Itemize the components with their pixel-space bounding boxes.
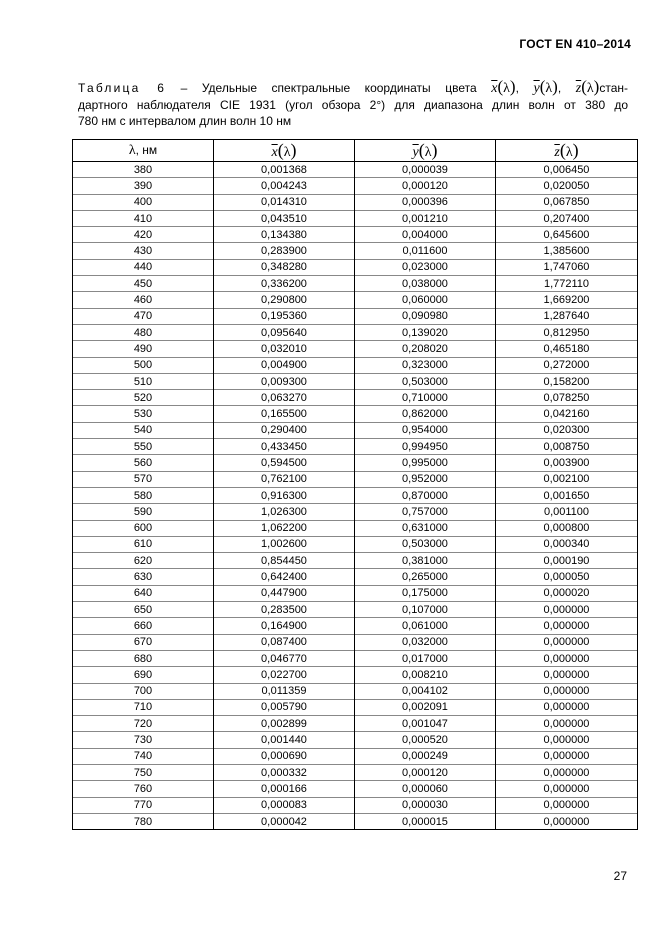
cell-z-bar: 0,000000	[496, 732, 638, 748]
cell-wavelength: 650	[73, 602, 214, 618]
header-z-bar: $\overline{z}(\lambda)$	[496, 140, 638, 162]
cell-wavelength: 500	[73, 357, 214, 373]
table-row	[73, 243, 638, 259]
cell-y-bar: 0,060000	[355, 292, 496, 308]
table-row	[73, 406, 638, 422]
cell-z-bar: 0,000000	[496, 618, 638, 634]
cell-z-bar: 0,000000	[496, 602, 638, 618]
cell-y-bar: 0,107000	[355, 602, 496, 618]
cell-z-bar: 0,000000	[496, 813, 638, 829]
cell-x-bar: 0,046770	[214, 650, 355, 666]
cell-z-bar: 0,001100	[496, 504, 638, 520]
table-row	[73, 162, 638, 178]
table-row	[73, 520, 638, 536]
cell-z-bar: 0,003900	[496, 455, 638, 471]
cell-wavelength: 660	[73, 618, 214, 634]
cell-wavelength: 750	[73, 764, 214, 780]
cell-x-bar: 0,001368	[214, 162, 355, 178]
cell-z-bar: 1,772110	[496, 276, 638, 292]
table-body	[73, 162, 638, 830]
cell-z-bar: 0,001650	[496, 487, 638, 503]
cell-y-bar: 0,001047	[355, 716, 496, 732]
cell-wavelength: 770	[73, 797, 214, 813]
cell-wavelength: 410	[73, 210, 214, 226]
cell-wavelength: 490	[73, 341, 214, 357]
cell-wavelength: 730	[73, 732, 214, 748]
cell-x-bar: 0,087400	[214, 634, 355, 650]
cell-x-bar: 0,063270	[214, 390, 355, 406]
cell-wavelength: 530	[73, 406, 214, 422]
cell-wavelength: 610	[73, 536, 214, 552]
cell-z-bar: 0,465180	[496, 341, 638, 357]
table-row	[73, 553, 638, 569]
cell-wavelength: 400	[73, 194, 214, 210]
cell-y-bar: 0,995000	[355, 455, 496, 471]
cell-z-bar: 0,000000	[496, 634, 638, 650]
caption-line-2: дартного наблюдателя CIE 1931 (угол обзора 2°) для диапазона длин волн от 380 до	[78, 98, 628, 112]
table-caption	[78, 79, 628, 129]
cell-x-bar: 0,642400	[214, 569, 355, 585]
cell-z-bar: 1,385600	[496, 243, 638, 259]
cell-x-bar: 0,283500	[214, 602, 355, 618]
cell-y-bar: 0,175000	[355, 585, 496, 601]
cell-z-bar: 0,000000	[496, 764, 638, 780]
cell-x-bar: 0,134380	[214, 227, 355, 243]
cell-x-bar: 0,336200	[214, 276, 355, 292]
cell-z-bar: 0,042160	[496, 406, 638, 422]
cell-y-bar: 0,710000	[355, 390, 496, 406]
cell-y-bar: 0,631000	[355, 520, 496, 536]
cell-wavelength: 430	[73, 243, 214, 259]
cell-z-bar: 1,747060	[496, 259, 638, 275]
cell-z-bar: 0,006450	[496, 162, 638, 178]
cell-wavelength: 600	[73, 520, 214, 536]
cell-wavelength: 560	[73, 455, 214, 471]
cell-wavelength: 640	[73, 585, 214, 601]
cell-wavelength: 480	[73, 324, 214, 340]
cell-x-bar: 0,000690	[214, 748, 355, 764]
cell-wavelength: 740	[73, 748, 214, 764]
table-row	[73, 178, 638, 194]
cell-x-bar: 0,004900	[214, 357, 355, 373]
table-row	[73, 667, 638, 683]
cell-y-bar: 0,994950	[355, 439, 496, 455]
cell-y-bar: 0,004000	[355, 227, 496, 243]
cell-y-bar: 0,139020	[355, 324, 496, 340]
cell-z-bar: 0,000000	[496, 650, 638, 666]
cell-y-bar: 0,023000	[355, 259, 496, 275]
cell-wavelength: 680	[73, 650, 214, 666]
cell-y-bar: 0,004102	[355, 683, 496, 699]
cell-x-bar: 0,095640	[214, 324, 355, 340]
cell-y-bar: 0,000015	[355, 813, 496, 829]
cell-wavelength: 540	[73, 422, 214, 438]
cell-x-bar: 0,000042	[214, 813, 355, 829]
cell-x-bar: 0,032010	[214, 341, 355, 357]
document-code: ГОСТ EN 410–2014	[519, 37, 631, 51]
cell-z-bar: 0,000000	[496, 667, 638, 683]
cell-y-bar: 0,000120	[355, 764, 496, 780]
cell-y-bar: 0,381000	[355, 553, 496, 569]
cell-x-bar: 0,165500	[214, 406, 355, 422]
cell-wavelength: 700	[73, 683, 214, 699]
cell-wavelength: 710	[73, 699, 214, 715]
table-row	[73, 324, 638, 340]
cell-wavelength: 780	[73, 813, 214, 829]
x-bar-lambda-symbol: $\overline{x}(\lambda)$	[491, 77, 516, 96]
cell-z-bar: 0,645600	[496, 227, 638, 243]
table-row	[73, 585, 638, 601]
table-row	[73, 536, 638, 552]
cell-x-bar: 0,043510	[214, 210, 355, 226]
cell-y-bar: 0,001210	[355, 210, 496, 226]
cell-wavelength: 450	[73, 276, 214, 292]
spectral-table	[72, 139, 638, 830]
caption-line-3: 780 нм с интервалом длин волн 10 нм	[78, 114, 292, 128]
table-row	[73, 373, 638, 389]
caption-tail: стан-	[599, 81, 629, 95]
cell-x-bar: 0,594500	[214, 455, 355, 471]
header-x-bar: $\overline{x}(\lambda)$	[214, 140, 355, 162]
cell-x-bar: 0,854450	[214, 553, 355, 569]
cell-wavelength: 570	[73, 471, 214, 487]
cell-z-bar: 0,000340	[496, 536, 638, 552]
table-row	[73, 716, 638, 732]
cell-y-bar: 0,090980	[355, 308, 496, 324]
cell-y-bar: 0,503000	[355, 373, 496, 389]
table-number: Таблица 6	[78, 81, 167, 95]
cell-y-bar: 0,008210	[355, 667, 496, 683]
table-row	[73, 487, 638, 503]
cell-x-bar: 1,062200	[214, 520, 355, 536]
cell-x-bar: 0,433450	[214, 439, 355, 455]
cell-x-bar: 0,004243	[214, 178, 355, 194]
cell-y-bar: 0,017000	[355, 650, 496, 666]
table-row	[73, 194, 638, 210]
cell-y-bar: 0,002091	[355, 699, 496, 715]
cell-wavelength: 550	[73, 439, 214, 455]
cell-x-bar: 0,195360	[214, 308, 355, 324]
table-row	[73, 781, 638, 797]
cell-z-bar: 0,002100	[496, 471, 638, 487]
cell-wavelength: 720	[73, 716, 214, 732]
table-row	[73, 422, 638, 438]
caption-line-1: Таблица 6 – Удельные спектральные координаты цвета $\overline{x}(\lambda)$, $\overline{y}(\lambda)$, $\overline{z}(\lambda)стан-$	[78, 77, 629, 96]
cell-z-bar: 1,287640	[496, 308, 638, 324]
table-row	[73, 602, 638, 618]
page-number: 27	[613, 869, 627, 883]
table-row	[73, 390, 638, 406]
z-bar-lambda-symbol: $\overline{z}(\lambda)$	[575, 77, 600, 96]
table-row	[73, 292, 638, 308]
cell-y-bar: 0,011600	[355, 243, 496, 259]
cell-y-bar: 0,870000	[355, 487, 496, 503]
cell-x-bar: 0,009300	[214, 373, 355, 389]
cell-y-bar: 0,208020	[355, 341, 496, 357]
cell-y-bar: 0,952000	[355, 471, 496, 487]
cell-y-bar: 0,757000	[355, 504, 496, 520]
table-header-row	[73, 140, 638, 162]
cell-x-bar: 0,000166	[214, 781, 355, 797]
table-row	[73, 813, 638, 829]
cell-x-bar: 0,164900	[214, 618, 355, 634]
cell-y-bar: 0,000120	[355, 178, 496, 194]
table-row	[73, 455, 638, 471]
cell-y-bar: 0,038000	[355, 276, 496, 292]
table-row	[73, 341, 638, 357]
cell-wavelength: 460	[73, 292, 214, 308]
cell-z-bar: 0,000000	[496, 781, 638, 797]
cell-z-bar: 0,000000	[496, 748, 638, 764]
cell-z-bar: 0,000000	[496, 716, 638, 732]
cell-y-bar: 0,323000	[355, 357, 496, 373]
cell-wavelength: 510	[73, 373, 214, 389]
cell-y-bar: 0,265000	[355, 569, 496, 585]
table-row	[73, 210, 638, 226]
cell-y-bar: 0,503000	[355, 536, 496, 552]
cell-y-bar: 0,000039	[355, 162, 496, 178]
cell-x-bar: 0,916300	[214, 487, 355, 503]
table-row	[73, 227, 638, 243]
cell-wavelength: 520	[73, 390, 214, 406]
cell-x-bar: 0,000083	[214, 797, 355, 813]
cell-z-bar: 0,008750	[496, 439, 638, 455]
cell-z-bar: 0,000050	[496, 569, 638, 585]
table-row	[73, 618, 638, 634]
table-row	[73, 259, 638, 275]
cell-y-bar: 0,000060	[355, 781, 496, 797]
cell-wavelength: 390	[73, 178, 214, 194]
table-row	[73, 797, 638, 813]
table-row	[73, 699, 638, 715]
cell-wavelength: 630	[73, 569, 214, 585]
caption-title: – Удельные спектральные координаты цвета	[180, 81, 477, 95]
cell-z-bar: 0,812950	[496, 324, 638, 340]
cell-z-bar: 0,158200	[496, 373, 638, 389]
cell-z-bar: 0,000000	[496, 683, 638, 699]
cell-y-bar: 0,032000	[355, 634, 496, 650]
cell-z-bar: 0,207400	[496, 210, 638, 226]
cell-x-bar: 1,026300	[214, 504, 355, 520]
table-row	[73, 471, 638, 487]
cell-x-bar: 0,290800	[214, 292, 355, 308]
cell-x-bar: 0,283900	[214, 243, 355, 259]
table-row	[73, 732, 638, 748]
table-row	[73, 276, 638, 292]
cell-z-bar: 0,020050	[496, 178, 638, 194]
cell-x-bar: 0,001440	[214, 732, 355, 748]
cell-x-bar: 0,762100	[214, 471, 355, 487]
table-row	[73, 308, 638, 324]
table-row	[73, 504, 638, 520]
table-row	[73, 764, 638, 780]
cell-x-bar: 0,447900	[214, 585, 355, 601]
cell-z-bar: 0,078250	[496, 390, 638, 406]
table-row	[73, 439, 638, 455]
cell-x-bar: 0,290400	[214, 422, 355, 438]
cell-y-bar: 0,061000	[355, 618, 496, 634]
cell-y-bar: 0,000249	[355, 748, 496, 764]
cell-wavelength: 580	[73, 487, 214, 503]
cell-x-bar: 0,002899	[214, 716, 355, 732]
cell-x-bar: 1,002600	[214, 536, 355, 552]
cell-z-bar: 0,000190	[496, 553, 638, 569]
cell-y-bar: 0,954000	[355, 422, 496, 438]
cell-y-bar: 0,000030	[355, 797, 496, 813]
y-bar-lambda-symbol: $\overline{y}(\lambda)$	[533, 77, 558, 96]
cell-wavelength: 420	[73, 227, 214, 243]
cell-x-bar: 0,014310	[214, 194, 355, 210]
table-row	[73, 357, 638, 373]
cell-z-bar: 0,272000	[496, 357, 638, 373]
cell-wavelength: 690	[73, 667, 214, 683]
table-row	[73, 634, 638, 650]
cell-x-bar: 0,022700	[214, 667, 355, 683]
cell-z-bar: 0,000800	[496, 520, 638, 536]
cell-x-bar: 0,000332	[214, 764, 355, 780]
table-row	[73, 748, 638, 764]
cell-wavelength: 760	[73, 781, 214, 797]
cell-z-bar: 0,000000	[496, 699, 638, 715]
table-row	[73, 569, 638, 585]
cell-z-bar: 1,669200	[496, 292, 638, 308]
header-wavelength: λ, нм	[73, 140, 214, 162]
table-row	[73, 683, 638, 699]
cell-z-bar: 0,020300	[496, 422, 638, 438]
cell-y-bar: 0,862000	[355, 406, 496, 422]
cell-z-bar: 0,067850	[496, 194, 638, 210]
cell-x-bar: 0,011359	[214, 683, 355, 699]
cell-wavelength: 380	[73, 162, 214, 178]
cell-wavelength: 590	[73, 504, 214, 520]
cell-y-bar: 0,000396	[355, 194, 496, 210]
header-y-bar: $\overline{y}(\lambda)$	[355, 140, 496, 162]
cell-x-bar: 0,005790	[214, 699, 355, 715]
cell-wavelength: 670	[73, 634, 214, 650]
cell-wavelength: 620	[73, 553, 214, 569]
cell-y-bar: 0,000520	[355, 732, 496, 748]
cell-z-bar: 0,000020	[496, 585, 638, 601]
cell-z-bar: 0,000000	[496, 797, 638, 813]
cell-x-bar: 0,348280	[214, 259, 355, 275]
cell-wavelength: 440	[73, 259, 214, 275]
cell-wavelength: 470	[73, 308, 214, 324]
table-row	[73, 650, 638, 666]
